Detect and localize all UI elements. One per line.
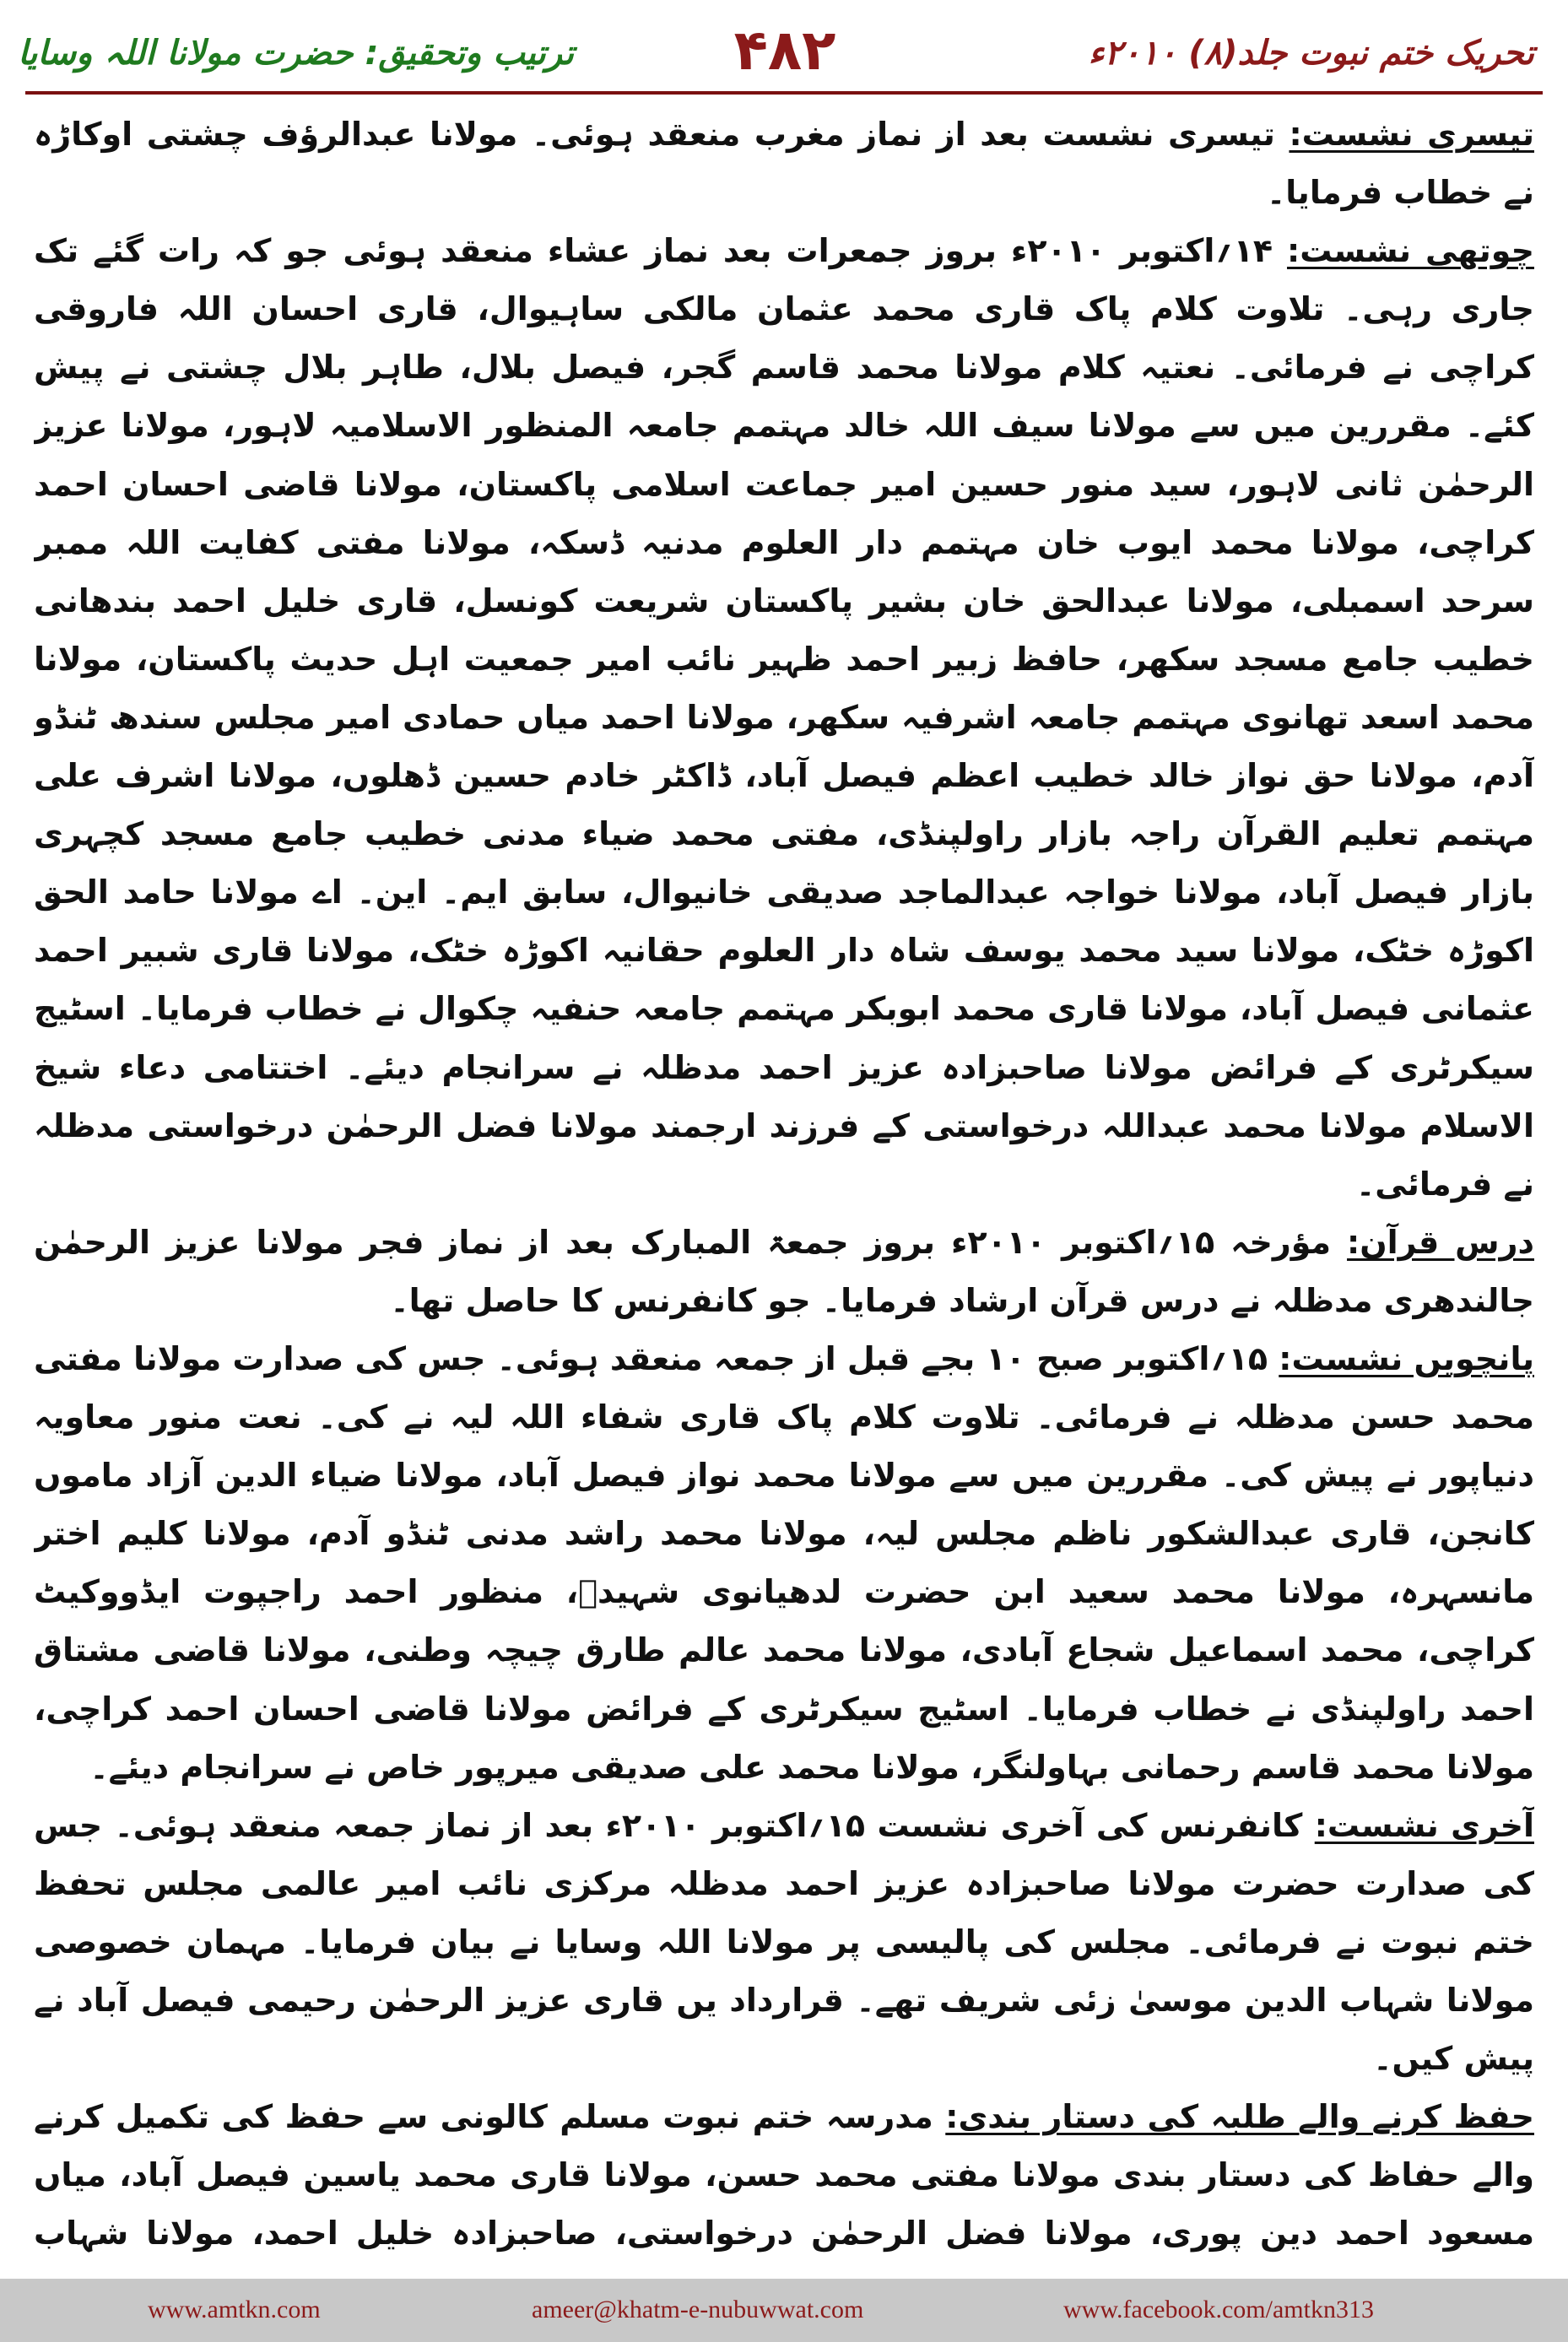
section-final-session — [34, 1797, 1534, 2088]
page-header — [0, 0, 1568, 93]
section-text: کانفرنس کی آخری نشست ۱۵؍اکتوبر ۲۰۱۰ء بعد از نماز جمعہ منعقد ہوئی۔ جس کی صدارت حضرت مولانا صاحبزادہ عزیز احمد مدظلہ مرکزی نائب امیر عالمی مجلس تحفظ ختم نبوت نے فرمائی۔ مجلس کی پالیسی پر مولانا اللہ وسایا نے بیان فرمایا۔ مہمان خصوصی مولانا شہاب الدین موسیٰ زئی شریف تھے۔ قرارداد یں قاری عزیز الرحمٰن رحیمی فیصل آباد نے پیش کیں۔ — [34, 1806, 1534, 2078]
section-fifth-session — [34, 1330, 1534, 1797]
section-text: تیسری نشست بعد از نماز مغرب منعقد ہوئی۔ مولانا عبدالرؤف چشتی اوکاڑہ نے خطاب فرمایا۔ — [34, 116, 1534, 212]
section-text: ۱۵؍اکتوبر صبح ۱۰ بجے قبل از جمعہ منعقد ہوئی۔ جس کی صدارت مولانا مفتی محمد حسن مدظلہ نے فرمائی۔ تلاوت کلام پاک قاری شفاء اللہ لیہ نے کی۔ نعت منور معاویہ دنیاپور نے پیش کی۔ مقررین میں سے مولانا محمد نواز فیصل آباد، مولانا ضیاء الدین آزاد ماموں کانجن، قاری عبدالشکور ناظم مجلس لیہ، مولانا محمد راشد مدنی ٹنڈو آدم، مولانا کلیم اختر مانسہرہ، مولانا محمد سعید ابن حضرت لدھیانوی شہیدؒ، منظور احمد راجپوت ایڈووکیٹ کراچی، محمد اسماعیل شجاع آبادی، مولانا محمد عالم طارق چیچہ وطنی، مولانا قاضی مشتاق احمد راولپنڈی نے خطاب فرمایا۔ اسٹیج سیکرٹری کے فرائض مولانا قاضی احسان احمد کراچی، مولانا محمد قاسم رحمانی بہاولنگر، مولانا محمد علی صدیقی میرپور خاص نے سرانجام دیئے۔ — [34, 1339, 1534, 1786]
section-hifz-ceremony — [34, 2088, 1534, 2253]
section-text: مؤرخہ ۱۵؍اکتوبر ۲۰۱۰ء بروز جمعۃ المبارک بعد از نماز فجر مولانا عزیز الرحمٰن جالندھری مدظلہ نے درس قرآن ارشاد فرمایا۔ جو کانفرنس کا حاصل تھا۔ — [34, 1223, 1534, 1319]
section-quran-lesson — [34, 1214, 1534, 1330]
section-third-session — [34, 105, 1534, 222]
footer-website-link[interactable]: www.amtkn.com — [148, 2296, 321, 2323]
page-footer — [0, 2279, 1568, 2342]
section-heading: پانچویں نشست: — [1279, 1339, 1534, 1377]
section-heading: چوتھی نشست: — [1287, 232, 1534, 270]
section-fourth-session — [34, 222, 1534, 1214]
section-text: مدرسہ ختم نبوت مسلم کالونی سے حفظ کی تکمیل کرنے والے حفاظ کی دستار بندی مولانا مفتی محمد حسن، مولانا قاری محمد یاسین فیصل آباد، میاں مسعود احمد دین پوری، مولانا فضل الرحمٰن درخواستی، صاحبزادہ خلیل احمد، مولانا شہاب — [34, 2098, 1534, 2253]
header-compiler-credit: ترتیب وتحقیق: حضرت مولانا اللہ وسایا — [18, 34, 574, 73]
section-heading: تیسری نشست: — [1289, 116, 1534, 153]
footer-email-link[interactable]: ameer@khatm-e-nubuwwat.com — [532, 2296, 864, 2323]
header-book-title: تحریک ختم نبوت جلد(۸) ۲۰۱۰ء — [1088, 34, 1534, 73]
section-text: ۱۴؍اکتوبر ۲۰۱۰ء بروز جمعرات بعد نماز عشاء منعقد ہوئی جو کہ رات گئے تک جاری رہی۔ تلاوت کلام پاک قاری محمد عثمان مالکی ساہیوال، قاری احسان اللہ فاروقی کراچی نے فرمائی۔ نعتیہ کلام مولانا محمد قاسم گجر، فیصل بلال، طاہر بلال چشتی نے پیش کئے۔ مقررین میں سے مولانا سیف اللہ خالد مہتمم جامعہ المنظور الاسلامیہ لاہور، مولانا عزیز الرحمٰن ثانی لاہور، سید منور حسین امیر جماعت اسلامی پاکستان، مولانا قاضی احسان احمد کراچی، مولانا محمد ایوب خان مہتمم دار العلوم مدنیہ ڈسکہ، مولانا مفتی کفایت اللہ ممبر سرحد اسمبلی، مولانا عبدالحق خان بشیر پاکستان شریعت کونسل، قاری خلیل احمد بندھانی خطیب جامع مسجد سکھر، حافظ زبیر احمد ظہیر نائب امیر جمعیت اہل حدیث پاکستان، مولانا محمد اسعد تھانوی مہتمم جامعہ اشرفیہ سکھر، مولانا احمد میاں حمادی امیر مجلس سندھ ٹنڈو آدم، مولانا حق نواز خالد خطیب اعظم فیصل آباد، ڈاکٹر خادم حسین ڈھلوں، مولانا اشرف علی مہتمم تعلیم القرآن راجہ بازار راولپنڈی، مفتی محمد ضیاء مدنی خطیب جامع مسجد کچہری بازار فیصل آباد، مولانا خواجہ عبدالماجد صدیقی خانیوال، سابق ایم۔ این۔ اے مولانا حامد الحق اکوڑہ خٹک، مولانا سید محمد یوسف شاہ دار العلوم حقانیہ اکوڑہ خٹک، مولانا قاری شبیر احمد عثمانی فیصل آباد، مولانا قاری محمد ابوبکر مہتمم جامعہ حنفیہ چکوال نے خطاب فرمایا۔ اسٹیج سیکرٹری کے فرائض مولانا صاحبزادہ عزیز احمد مدظلہ نے سرانجام دیئے۔ اختتامی دعاء شیخ الاسلام مولانا محمد عبداللہ درخواستی کے فرزند ارجمند مولانا فضل الرحمٰن درخواستی مدظلہ نے فرمائی۔ — [34, 232, 1534, 1203]
section-heading: درس قرآن: — [1347, 1223, 1534, 1261]
footer-facebook-link[interactable]: www.facebook.com/amtkn313 — [1063, 2296, 1374, 2323]
page-number: ۴۸۲ — [733, 18, 836, 83]
page-body — [34, 105, 1534, 2253]
section-heading: حفظ کرنے والے طلبہ کی دستار بندی: — [945, 2098, 1534, 2136]
header-divider — [25, 91, 1543, 95]
section-heading: آخری نشست: — [1314, 1806, 1534, 1844]
